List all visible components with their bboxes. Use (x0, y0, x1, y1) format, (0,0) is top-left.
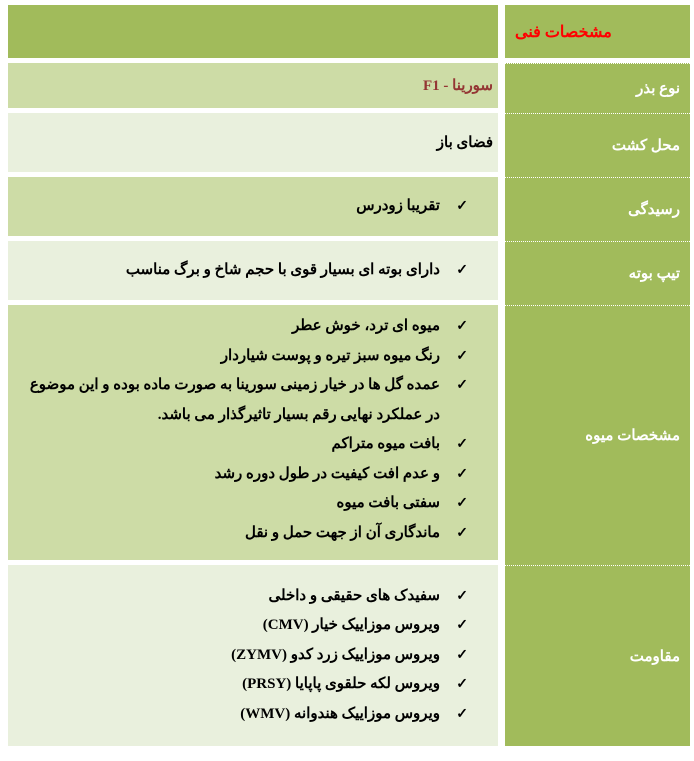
fruit-spec-item: و عدم افت کیفیت در طول دوره رشد (214, 465, 440, 482)
seed-type-value: سورینا - F1 (423, 78, 493, 94)
maturity-item: تقریبا زودرس (356, 197, 440, 214)
check-icon: ✓ (456, 437, 468, 452)
check-icon: ✓ (456, 198, 468, 214)
row-label: رسیدگی (628, 202, 680, 218)
check-icon: ✓ (456, 677, 468, 693)
resistance-value-cell (8, 565, 498, 746)
list-item (8, 519, 498, 549)
list-item (8, 430, 498, 460)
list-item (8, 192, 498, 222)
fruit-spec-item: رنگ میوه سبز تیره و پوست شیاردار (220, 347, 440, 364)
row-label: محل کشت (611, 138, 680, 154)
check-icon: ✓ (456, 319, 468, 334)
list-item (8, 700, 498, 730)
list-item (8, 312, 498, 342)
check-icon: ✓ (456, 496, 468, 511)
list-item (8, 256, 498, 286)
row-label-seed-type (505, 64, 690, 114)
row-label-resistance (505, 566, 690, 746)
row-label: تیپ بوته (628, 266, 680, 282)
check-icon: ✓ (456, 647, 468, 663)
row-label: مشخصات میوه (585, 428, 680, 444)
list-item (8, 371, 498, 430)
row-label-maturity (505, 178, 690, 242)
cultivation-place-value-cell (8, 113, 498, 172)
check-icon: ✓ (456, 262, 468, 278)
label-column (505, 63, 690, 746)
check-icon: ✓ (456, 378, 468, 393)
list-item (8, 641, 498, 671)
page-title: مشخصات فنی (515, 23, 612, 41)
fruit-spec-item: ماندگاری آن از جهت حمل و نقل (244, 524, 440, 541)
check-icon: ✓ (456, 588, 468, 604)
list-item (8, 582, 498, 612)
list-item (8, 670, 498, 700)
list-item (8, 342, 498, 372)
check-icon: ✓ (456, 466, 468, 482)
header-label-cell (505, 5, 690, 58)
seed-type-value-cell (8, 63, 498, 108)
row-label-cultivation-place (505, 114, 690, 178)
resistance-item: ویروس موزاییک خیار (CMV) (262, 617, 440, 634)
fruit-spec-item: سفتی بافت میوه (336, 495, 440, 511)
row-label-plant-type (505, 242, 690, 306)
row-label: مقاومت (629, 649, 680, 665)
row-label-fruit-specs (505, 306, 690, 566)
header-value-cell (8, 5, 498, 58)
plant-type-item: دارای بوته ای بسیار قوی با حجم شاخ و برگ مناسب (125, 261, 440, 278)
fruit-spec-item: عمده گل ها در خیار زمینی سورینا به صورت ماده بوده و این موضوع در عملکرد نهایی رقم بسیار تاثیرگذار می باشد. (29, 377, 440, 423)
maturity-value-cell (8, 177, 498, 236)
list-item (8, 611, 498, 641)
resistance-item: ویروس موزاییک هندوانه (WMV) (240, 705, 440, 722)
check-icon: ✓ (456, 348, 468, 364)
check-icon: ✓ (456, 706, 468, 722)
check-icon: ✓ (456, 618, 468, 634)
fruit-specs-value-cell (8, 305, 498, 560)
resistance-item: ویروس لکه حلقوی پاپایا (PRSY) (242, 676, 440, 693)
check-icon: ✓ (456, 525, 468, 541)
cultivation-place-value: فضای باز (436, 135, 493, 151)
row-label: نوع بذر (636, 81, 680, 97)
resistance-item: ویروس موزاییک زرد کدو (ZYMV) (231, 646, 440, 663)
resistance-item: سفیدک های حقیقی و داخلی (268, 587, 440, 604)
list-item (8, 460, 498, 490)
fruit-spec-item: بافت میوه متراکم (331, 436, 440, 452)
list-item (8, 489, 498, 519)
fruit-spec-item: میوه ای ترد، خوش عطر (292, 318, 440, 334)
plant-type-value-cell (8, 241, 498, 300)
